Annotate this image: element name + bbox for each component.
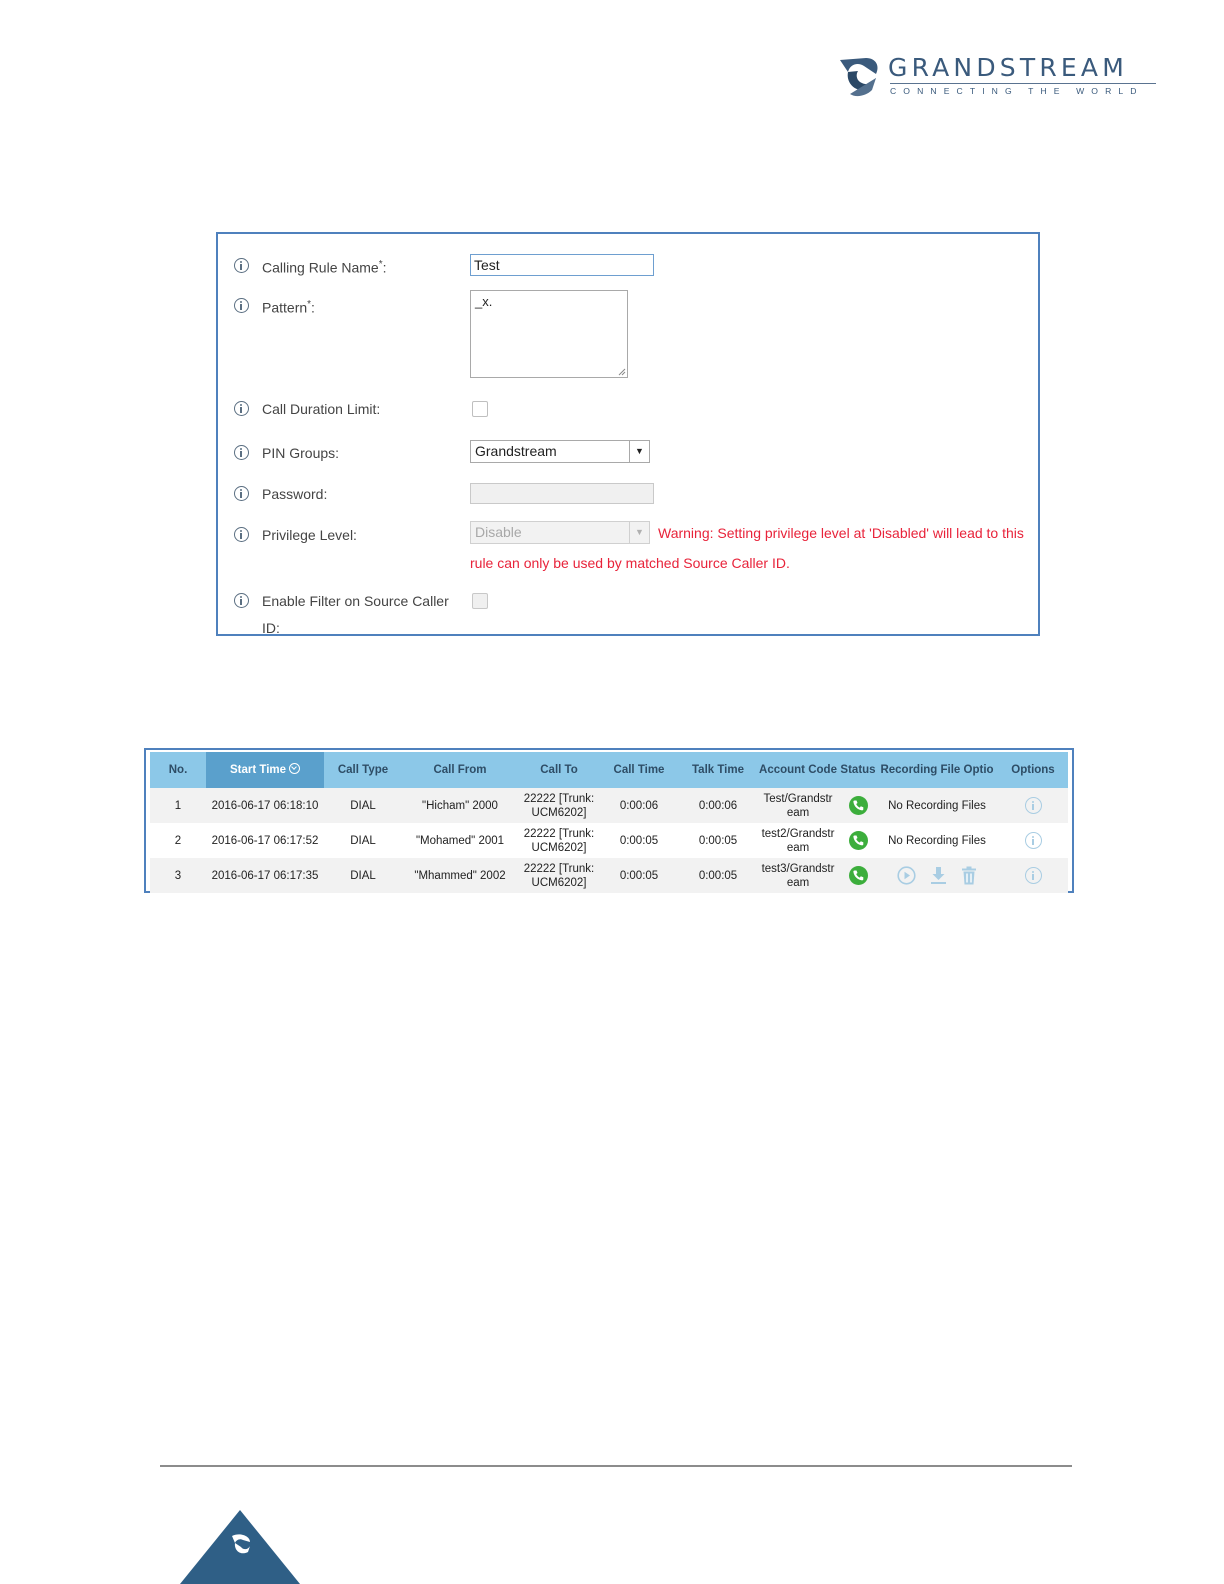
cell-start-time: 2016-06-17 06:18:10 bbox=[211, 799, 319, 812]
call-duration-limit-label: Call Duration Limit: bbox=[262, 401, 381, 417]
info-icon[interactable] bbox=[234, 593, 249, 608]
cell-account-code bbox=[758, 858, 838, 893]
required-mark: * bbox=[307, 299, 312, 310]
cell-call-time: 0:00:05 bbox=[619, 834, 659, 847]
pattern-value: _x. bbox=[475, 294, 493, 309]
password-label: Password: bbox=[262, 486, 328, 502]
pin-groups-selected: Grandstream bbox=[475, 443, 557, 459]
table-row[interactable] bbox=[150, 858, 1068, 893]
column-status[interactable]: Status bbox=[840, 764, 876, 776]
column-no[interactable]: No. bbox=[168, 764, 188, 776]
pin-groups-label: PIN Groups: bbox=[262, 445, 340, 461]
column-call-time[interactable]: Call Time bbox=[613, 764, 665, 776]
pin-groups-select[interactable] bbox=[470, 440, 650, 463]
account-code-line-2: eam bbox=[786, 806, 810, 819]
cdr-table bbox=[144, 748, 1074, 893]
details-info-icon[interactable] bbox=[1025, 797, 1042, 814]
resize-handle-icon[interactable] bbox=[618, 368, 626, 376]
cell-call-time: 0:00:06 bbox=[619, 799, 659, 812]
calling-rule-name-label bbox=[262, 256, 387, 277]
column-options[interactable]: Options bbox=[1011, 764, 1055, 776]
answered-phone-icon bbox=[849, 796, 868, 815]
cell-talk-time: 0:00:05 bbox=[698, 834, 738, 847]
account-code-line-1: Test/Grandstr bbox=[763, 792, 833, 805]
cell-status bbox=[838, 788, 878, 823]
brand-tagline: CONNECTING THE WORLD bbox=[890, 86, 1144, 96]
cell-no: 2 bbox=[174, 834, 182, 847]
column-call-to[interactable]: Call To bbox=[540, 764, 578, 776]
call-to-line-2: UCM6202] bbox=[531, 806, 587, 819]
cell-call-to bbox=[518, 858, 600, 893]
info-icon[interactable] bbox=[234, 527, 249, 542]
cell-call-time: 0:00:05 bbox=[619, 869, 659, 882]
info-icon[interactable] bbox=[234, 298, 249, 313]
label-suffix: : bbox=[311, 299, 315, 316]
calling-rule-form bbox=[216, 232, 1040, 636]
info-icon[interactable] bbox=[234, 258, 249, 273]
answered-phone-icon bbox=[849, 866, 868, 885]
cell-options bbox=[1000, 788, 1066, 823]
cell-options bbox=[1000, 823, 1066, 858]
sort-descending-icon[interactable] bbox=[289, 763, 300, 774]
privilege-warning-line-2: rule can only be used by matched Source Caller ID. bbox=[470, 555, 790, 571]
cell-call-from: "Mhammed" 2002 bbox=[414, 869, 506, 882]
info-icon[interactable] bbox=[234, 445, 249, 460]
cell-account-code bbox=[758, 788, 838, 823]
call-to-line-1: 22222 [Trunk: bbox=[523, 792, 595, 805]
info-icon[interactable] bbox=[234, 401, 249, 416]
cell-call-from: "Mohamed" 2001 bbox=[415, 834, 505, 847]
account-code-line-2: eam bbox=[786, 876, 810, 889]
pattern-label-text: Pattern bbox=[262, 299, 308, 316]
cell-status bbox=[838, 858, 878, 893]
cell-start-time: 2016-06-17 06:17:52 bbox=[211, 834, 319, 847]
cell-options bbox=[1000, 858, 1066, 893]
brand-name: GRANDSTREAM bbox=[888, 53, 1128, 82]
pattern-label bbox=[262, 296, 315, 317]
required-mark: * bbox=[378, 259, 383, 270]
cell-no: 3 bbox=[174, 869, 182, 882]
cell-no: 1 bbox=[174, 799, 182, 812]
footer-divider bbox=[160, 1465, 1072, 1467]
call-duration-limit-checkbox[interactable] bbox=[472, 401, 488, 417]
column-call-from[interactable]: Call From bbox=[433, 764, 487, 776]
label-suffix: : bbox=[382, 259, 387, 276]
calling-rule-name-label-text: Calling Rule Name bbox=[262, 259, 379, 276]
column-account-code[interactable]: Account Code bbox=[759, 764, 837, 776]
account-code-line-1: test3/Grandstr bbox=[761, 862, 835, 875]
column-start-time[interactable] bbox=[206, 752, 324, 788]
table-header bbox=[150, 752, 1068, 788]
enable-filter-checkbox[interactable] bbox=[472, 593, 488, 609]
grandstream-logo bbox=[836, 54, 1158, 98]
column-recording-file-options[interactable]: Recording File Optio bbox=[880, 764, 994, 776]
grandstream-logo-icon bbox=[836, 54, 882, 98]
cell-call-from: "Hicham" 2000 bbox=[422, 799, 498, 812]
cell-call-type: DIAL bbox=[350, 834, 376, 847]
call-to-line-2: UCM6202] bbox=[531, 841, 587, 854]
dropdown-arrow-icon[interactable]: ▼ bbox=[629, 522, 649, 543]
privilege-level-label: Privilege Level: bbox=[262, 527, 357, 543]
delete-trash-icon[interactable] bbox=[961, 866, 977, 885]
call-to-line-1: 22222 [Trunk: bbox=[523, 827, 595, 840]
pattern-textarea[interactable] bbox=[470, 290, 628, 378]
recording-actions bbox=[897, 866, 977, 885]
enable-filter-label-line-2: ID: bbox=[262, 620, 280, 636]
play-icon[interactable] bbox=[897, 866, 916, 885]
dropdown-arrow-icon[interactable]: ▼ bbox=[629, 441, 649, 462]
call-to-line-1: 22222 [Trunk: bbox=[523, 862, 595, 875]
cell-talk-time: 0:00:05 bbox=[698, 869, 738, 882]
cell-recording bbox=[878, 858, 996, 893]
account-code-line-1: test2/Grandstr bbox=[761, 827, 835, 840]
table-row[interactable] bbox=[150, 788, 1068, 824]
call-to-line-2: UCM6202] bbox=[531, 876, 587, 889]
cell-call-type: DIAL bbox=[350, 799, 376, 812]
password-input[interactable] bbox=[470, 483, 654, 504]
download-icon[interactable] bbox=[930, 866, 947, 885]
cell-recording: No Recording Files bbox=[888, 834, 986, 847]
footer-logo-icon bbox=[180, 1510, 300, 1584]
column-talk-time[interactable]: Talk Time bbox=[692, 764, 744, 776]
privilege-level-selected: Disable bbox=[475, 524, 522, 540]
privilege-level-select[interactable] bbox=[470, 521, 650, 544]
cell-call-to bbox=[518, 788, 600, 823]
calling-rule-name-input[interactable] bbox=[470, 254, 654, 276]
account-code-line-2: eam bbox=[786, 841, 810, 854]
cell-talk-time: 0:00:06 bbox=[698, 799, 738, 812]
answered-phone-icon bbox=[849, 831, 868, 850]
logo-divider bbox=[890, 83, 1156, 84]
cell-call-to bbox=[518, 823, 600, 858]
privilege-warning-line-1: Warning: Setting privilege level at 'Disabled' will lead to this bbox=[658, 525, 1024, 541]
enable-filter-label-line-1: Enable Filter on Source Caller bbox=[262, 593, 449, 609]
cell-status bbox=[838, 823, 878, 858]
details-info-icon[interactable] bbox=[1025, 867, 1042, 884]
cell-start-time: 2016-06-17 06:17:35 bbox=[211, 869, 319, 882]
cell-recording: No Recording Files bbox=[888, 799, 986, 812]
column-call-type[interactable]: Call Type bbox=[337, 764, 389, 776]
details-info-icon[interactable] bbox=[1025, 832, 1042, 849]
info-icon[interactable] bbox=[234, 486, 249, 501]
cell-call-type: DIAL bbox=[350, 869, 376, 882]
table-row[interactable] bbox=[150, 823, 1068, 859]
column-start-time-label: Start Time bbox=[229, 764, 287, 776]
cell-account-code bbox=[758, 823, 838, 858]
